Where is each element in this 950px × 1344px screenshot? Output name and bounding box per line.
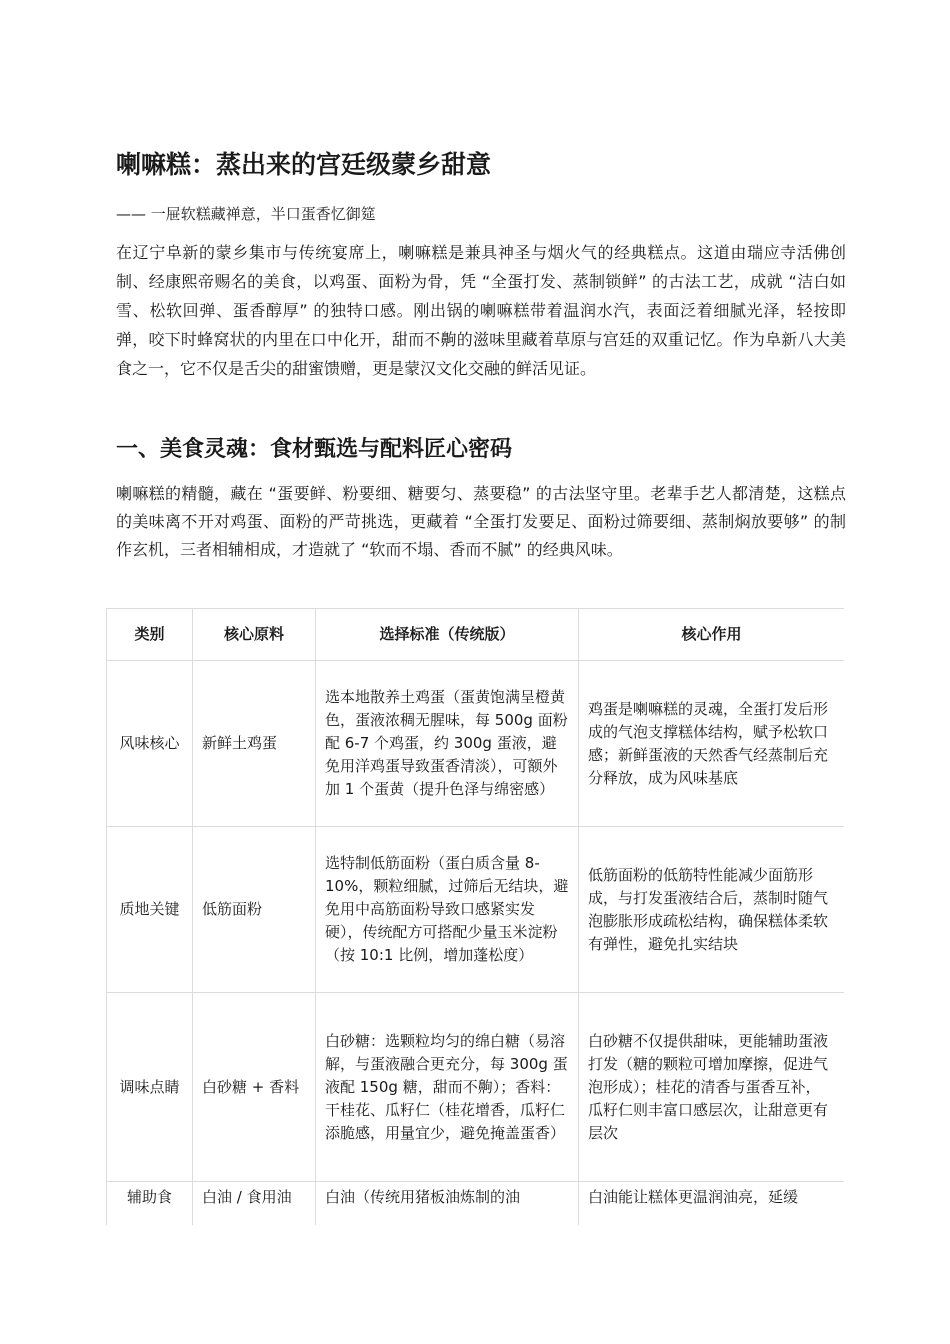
table-row <box>107 827 845 993</box>
intro-paragraph: 在辽宁阜新的蒙乡集市与传统宴席上，喇嘛糕是兼具神圣与烟火气的经典糕点。这道由瑞应寺活佛创制、经康熙帝赐名的美食，以鸡蛋、面粉为骨，凭 “全蛋打发、蒸制锁鲜” 的古法工艺，成就 “洁白如雪、松软回弹、蛋香醇厚” 的独特口感。刚出锅的喇嘛糕带着温润水汽，表面泛着细腻光泽，轻按即弹，咬下时蜂窝状的内里在口中化开，甜而不齁的滋味里藏着草原与宫廷的双重记忆。作为阜新八大美食之一，它不仅是舌尖的甜蜜馈赠，更是蒙汉文化交融的鲜活见证。 <box>116 243 846 378</box>
cell-category: 调味点睛 <box>107 993 193 1182</box>
table-row <box>107 661 845 827</box>
article-title: 喇嘛糕：蒸出来的宫廷级蒙乡甜意 <box>116 150 492 179</box>
header-category: 类别 <box>107 609 193 661</box>
article-subtitle: —— 一屉软糕藏禅意，半口蛋香忆御筵 <box>116 205 376 223</box>
table-row <box>107 993 845 1182</box>
cell-material: 低筋面粉 <box>193 827 316 993</box>
ingredients-table <box>106 608 844 1225</box>
header-standard: 选择标准（传统版） <box>316 609 579 661</box>
cell-standard: 选特制低筋面粉（蛋白质含量 8-10%，颗粒细腻，过筛后无结块，避免用中高筋面粉导致口感紧实发硬），传统配方可搭配少量玉米淀粉（按 10:1 比例，增加蓬松度） <box>316 827 579 993</box>
cell-standard: 选本地散养土鸡蛋（蛋黄饱满呈橙黄色，蛋液浓稠无腥味，每 500g 面粉配 6-7 个鸡蛋，约 300g 蛋液，避免用洋鸡蛋导致蛋香清淡），可额外加 1 个蛋黄（提升色泽与绵密感） <box>316 661 579 827</box>
cell-role: 白砂糖不仅提供甜味，更能辅助蛋液打发（糖的颗粒可增加摩擦，促进气泡形成）；桂花的清香与蛋香互补，瓜籽仁则丰富口感层次，让甜意更有层次 <box>579 993 845 1182</box>
cell-material: 白砂糖 + 香料 <box>193 993 316 1182</box>
cell-standard: 白砂糖：选颗粒均匀的绵白糖（易溶解，与蛋液融合更充分，每 300g 蛋液配 150g 糖，甜而不齁）；香料：干桂花、瓜籽仁（桂花增香，瓜籽仁添脆感，用量宜少，避免掩盖蛋香） <box>316 993 579 1182</box>
cell-category: 辅助食 <box>107 1182 193 1226</box>
cell-role: 鸡蛋是喇嘛糕的灵魂，全蛋打发后形成的气泡支撑糕体结构，赋予松软口感；新鲜蛋液的天然香气经蒸制后充分释放，成为风味基底 <box>579 661 845 827</box>
cell-category: 质地关键 <box>107 827 193 993</box>
cell-material: 新鲜土鸡蛋 <box>193 661 316 827</box>
table-header-row <box>107 609 845 661</box>
cell-role: 白油能让糕体更温润油亮，延缓 <box>579 1182 845 1226</box>
section-1-title: 一、美食灵魂：食材甄选与配料匠心密码 <box>116 437 513 462</box>
header-role: 核心作用 <box>579 609 845 661</box>
header-material: 核心原料 <box>193 609 316 661</box>
cell-material: 白油 / 食用油 <box>193 1182 316 1226</box>
cell-standard: 白油（传统用猪板油炼制的油 <box>316 1182 579 1226</box>
ingredients-table-container <box>106 608 844 1225</box>
section-1-paragraph: 喇嘛糕的精髓，藏在 “蛋要鲜、粉要细、糖要匀、蒸要稳” 的古法坚守里。老辈手艺人都清楚，这糕点的美味离不开对鸡蛋、面粉的严苛挑选，更藏着 “全蛋打发要足、面粉过筛要细、蒸制焖放要够” 的制作玄机，三者相辅相成，才造就了 “软而不塌、香而不腻” 的经典风味。 <box>116 484 846 559</box>
table-row <box>107 1182 845 1226</box>
cell-category: 风味核心 <box>107 661 193 827</box>
cell-role: 低筋面粉的低筋特性能减少面筋形成，与打发蛋液结合后，蒸制时随气泡膨胀形成疏松结构，确保糕体柔软有弹性，避免扎实结块 <box>579 827 845 993</box>
